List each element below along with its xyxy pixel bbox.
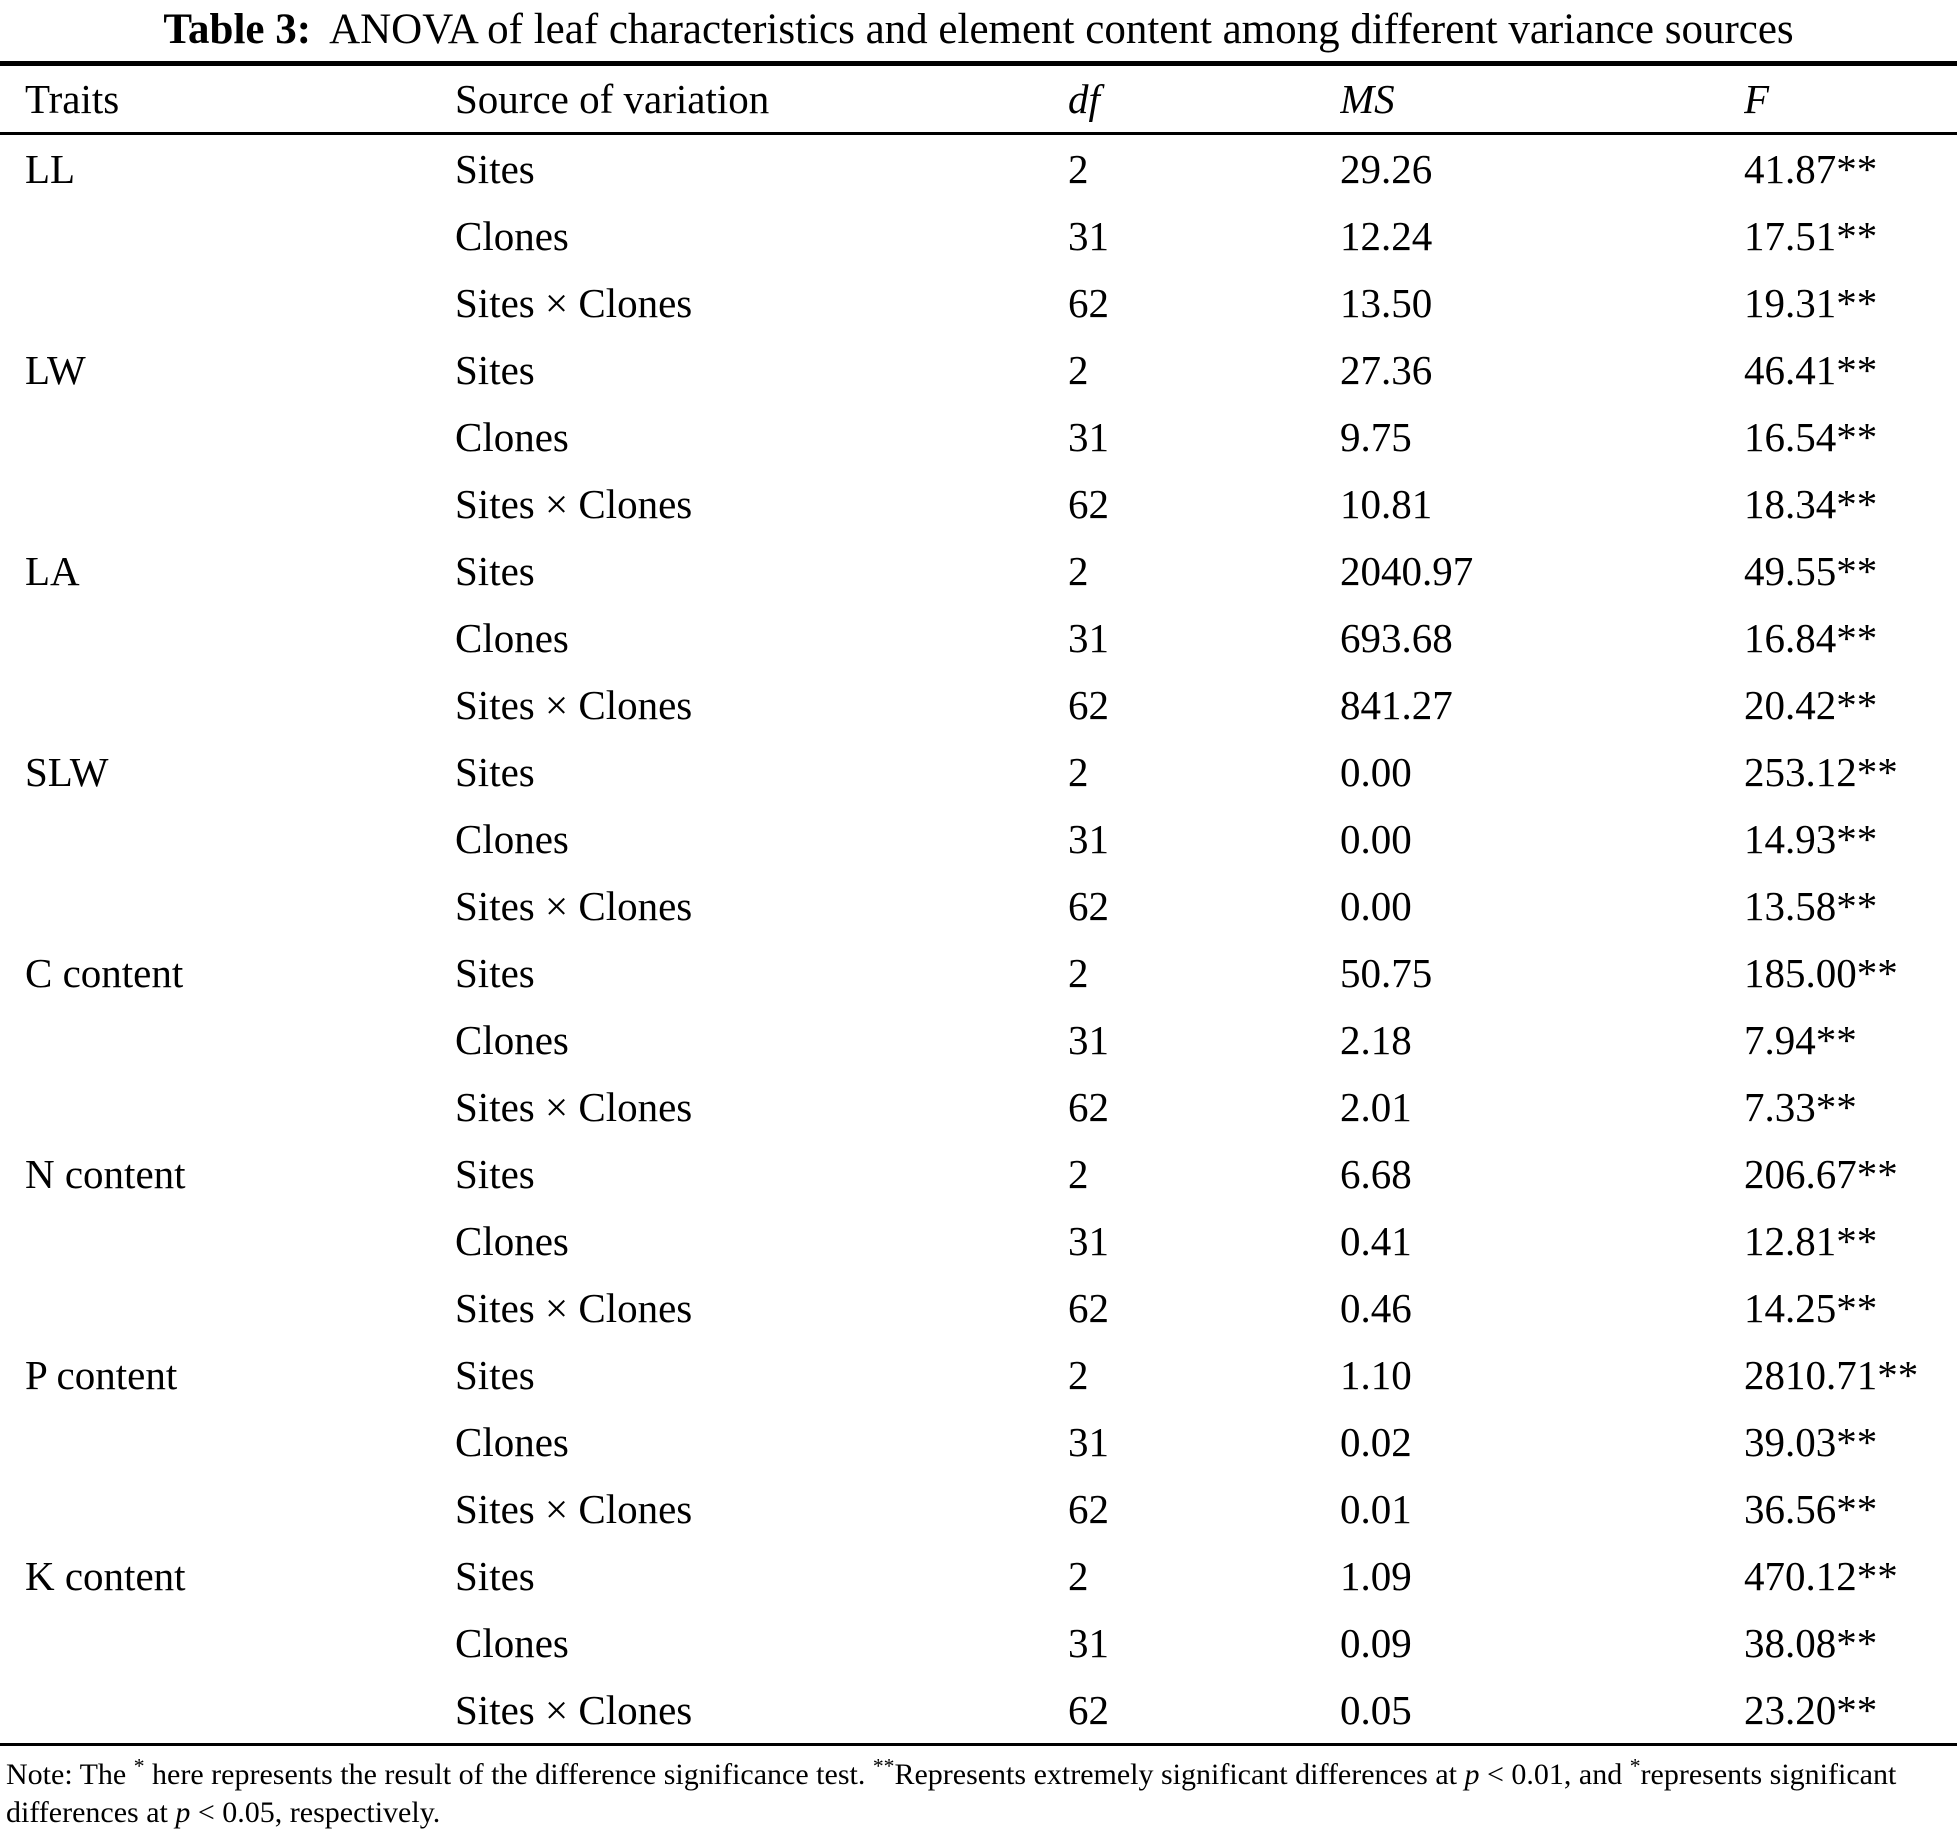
cell-ms: 27.36 (1340, 346, 1433, 393)
cell-df: 62 (1068, 279, 1109, 326)
cell-ms: 0.46 (1340, 1284, 1412, 1331)
cell-f: 16.84** (1744, 614, 1878, 661)
cell-trait: N content (25, 1150, 186, 1197)
note-text: represents significant differences at (6, 1758, 1897, 1829)
cell-source: Sites × Clones (455, 882, 693, 929)
cell-f: 470.12** (1744, 1552, 1898, 1599)
column-header-source: Source of variation (455, 76, 770, 122)
cell-f: 16.54** (1744, 413, 1878, 460)
cell-source: Clones (455, 413, 569, 460)
cell-df: 2 (1068, 748, 1089, 795)
cell-ms: 0.02 (1340, 1418, 1412, 1465)
cell-trait: P content (25, 1351, 178, 1398)
table-row (0, 1609, 1957, 1676)
cell-df: 31 (1068, 614, 1109, 661)
cell-df: 31 (1068, 413, 1109, 460)
table-note (0, 1746, 1957, 1832)
table-row (0, 470, 1957, 537)
cell-ms: 0.00 (1340, 815, 1412, 862)
cell-ms: 0.01 (1340, 1485, 1412, 1532)
table-row (0, 269, 1957, 336)
cell-df: 2 (1068, 1150, 1089, 1197)
table-row (0, 1073, 1957, 1140)
cell-source: Sites × Clones (455, 480, 693, 527)
cell-f: 23.20** (1744, 1686, 1878, 1733)
cell-df: 2 (1068, 145, 1089, 192)
cell-source: Sites × Clones (455, 1083, 693, 1130)
cell-df: 31 (1068, 815, 1109, 862)
cell-source: Clones (455, 614, 569, 661)
table-caption (0, 0, 1957, 61)
cell-f: 14.93** (1744, 815, 1878, 862)
cell-trait: C content (25, 949, 184, 996)
note-text: Note: The (6, 1758, 134, 1791)
cell-df: 31 (1068, 1217, 1109, 1264)
cell-ms: 0.41 (1340, 1217, 1412, 1264)
note-superscript: * (1629, 1754, 1641, 1778)
column-header-traits: Traits (25, 76, 120, 122)
cell-f: 38.08** (1744, 1619, 1878, 1666)
cell-df: 2 (1068, 547, 1089, 594)
cell-source: Clones (455, 212, 569, 259)
cell-f: 39.03** (1744, 1418, 1878, 1465)
cell-f: 185.00** (1744, 949, 1898, 996)
cell-ms: 1.09 (1340, 1552, 1412, 1599)
cell-ms: 29.26 (1340, 145, 1433, 192)
table-row (0, 1207, 1957, 1274)
cell-f: 7.94** (1744, 1016, 1857, 1063)
cell-df: 62 (1068, 882, 1109, 929)
cell-df: 2 (1068, 1552, 1089, 1599)
note-italic: p (1464, 1758, 1480, 1791)
table-row (0, 805, 1957, 872)
cell-ms: 0.05 (1340, 1686, 1412, 1733)
cell-f: 41.87** (1744, 145, 1878, 192)
table-row (0, 738, 1957, 805)
cell-ms: 0.00 (1340, 882, 1412, 929)
table-row (0, 1274, 1957, 1341)
cell-df: 2 (1068, 346, 1089, 393)
cell-source: Sites (455, 1150, 535, 1197)
cell-trait: LA (25, 547, 80, 594)
cell-f: 49.55** (1744, 547, 1878, 594)
column-header-df: df (1068, 76, 1100, 122)
table-row (0, 1542, 1957, 1609)
cell-trait: LW (25, 346, 86, 393)
cell-source: Sites (455, 145, 535, 192)
cell-source: Sites (455, 346, 535, 393)
table-row (0, 202, 1957, 269)
cell-f: 253.12** (1744, 748, 1898, 795)
cell-source: Sites × Clones (455, 1284, 693, 1331)
cell-ms: 2.01 (1340, 1083, 1412, 1130)
cell-df: 62 (1068, 1485, 1109, 1532)
cell-ms: 841.27 (1340, 681, 1453, 728)
table-row (0, 1408, 1957, 1475)
note-superscript: ** (872, 1754, 895, 1778)
cell-df: 2 (1068, 949, 1089, 996)
cell-df: 62 (1068, 1284, 1109, 1331)
cell-ms: 50.75 (1340, 949, 1433, 996)
cell-f: 17.51** (1744, 212, 1878, 259)
cell-df: 62 (1068, 1083, 1109, 1130)
cell-source: Sites × Clones (455, 681, 693, 728)
note-italic: p (175, 1796, 191, 1829)
cell-df: 62 (1068, 1686, 1109, 1733)
cell-trait: SLW (25, 748, 109, 795)
column-header-ms: MS (1340, 76, 1395, 122)
cell-f: 13.58** (1744, 882, 1878, 929)
anova-table (0, 61, 1957, 1746)
table-header-row (0, 66, 1957, 135)
cell-f: 2810.71** (1744, 1351, 1919, 1398)
cell-f: 19.31** (1744, 279, 1878, 326)
cell-ms: 9.75 (1340, 413, 1412, 460)
cell-f: 7.33** (1744, 1083, 1857, 1130)
table-row (0, 537, 1957, 604)
table-caption-label: Table 3: (163, 6, 312, 53)
cell-ms: 693.68 (1340, 614, 1453, 661)
table-row (0, 403, 1957, 470)
table-row (0, 671, 1957, 738)
cell-f: 36.56** (1744, 1485, 1878, 1532)
column-header-f: F (1744, 76, 1770, 122)
cell-f: 206.67** (1744, 1150, 1898, 1197)
cell-source: Clones (455, 815, 569, 862)
table-row (0, 1006, 1957, 1073)
cell-ms: 13.50 (1340, 279, 1433, 326)
note-text: < 0.05, respectively. (190, 1796, 441, 1829)
note-superscript: * (133, 1754, 145, 1778)
cell-source: Sites (455, 748, 535, 795)
note-text: Represents extremely significant differences at (894, 1758, 1465, 1791)
table-row (0, 336, 1957, 403)
cell-ms: 0.09 (1340, 1619, 1412, 1666)
cell-source: Sites (455, 949, 535, 996)
cell-source: Sites × Clones (455, 1686, 693, 1733)
cell-ms: 12.24 (1340, 212, 1433, 259)
cell-df: 31 (1068, 1418, 1109, 1465)
cell-source: Sites (455, 547, 535, 594)
cell-source: Sites (455, 1351, 535, 1398)
cell-source: Sites (455, 1552, 535, 1599)
note-text: here represents the result of the difference significance test. (144, 1758, 873, 1791)
cell-ms: 1.10 (1340, 1351, 1412, 1398)
cell-trait: K content (25, 1552, 186, 1599)
table-caption-text: ANOVA of leaf characteristics and element content among different variance sources (329, 6, 1794, 53)
cell-ms: 0.00 (1340, 748, 1412, 795)
table-row (0, 1140, 1957, 1207)
cell-trait: LL (25, 145, 76, 192)
note-text: < 0.01, and (1479, 1758, 1630, 1791)
cell-df: 31 (1068, 1016, 1109, 1063)
cell-df: 62 (1068, 681, 1109, 728)
cell-f: 20.42** (1744, 681, 1878, 728)
cell-df: 62 (1068, 480, 1109, 527)
cell-df: 2 (1068, 1351, 1089, 1398)
cell-source: Clones (455, 1217, 569, 1264)
cell-source: Clones (455, 1418, 569, 1465)
cell-df: 31 (1068, 212, 1109, 259)
table-row (0, 1475, 1957, 1542)
cell-f: 14.25** (1744, 1284, 1878, 1331)
cell-ms: 2.18 (1340, 1016, 1412, 1063)
cell-f: 18.34** (1744, 480, 1878, 527)
cell-ms: 10.81 (1340, 480, 1433, 527)
cell-f: 12.81** (1744, 1217, 1878, 1264)
cell-source: Sites × Clones (455, 279, 693, 326)
table-row (0, 939, 1957, 1006)
cell-source: Clones (455, 1619, 569, 1666)
cell-ms: 2040.97 (1340, 547, 1474, 594)
table-row (0, 1676, 1957, 1743)
cell-source: Sites × Clones (455, 1485, 693, 1532)
cell-f: 46.41** (1744, 346, 1878, 393)
cell-source: Clones (455, 1016, 569, 1063)
table-row (0, 604, 1957, 671)
table-row (0, 1341, 1957, 1408)
cell-df: 31 (1068, 1619, 1109, 1666)
table-row (0, 135, 1957, 202)
table-row (0, 872, 1957, 939)
cell-ms: 6.68 (1340, 1150, 1412, 1197)
